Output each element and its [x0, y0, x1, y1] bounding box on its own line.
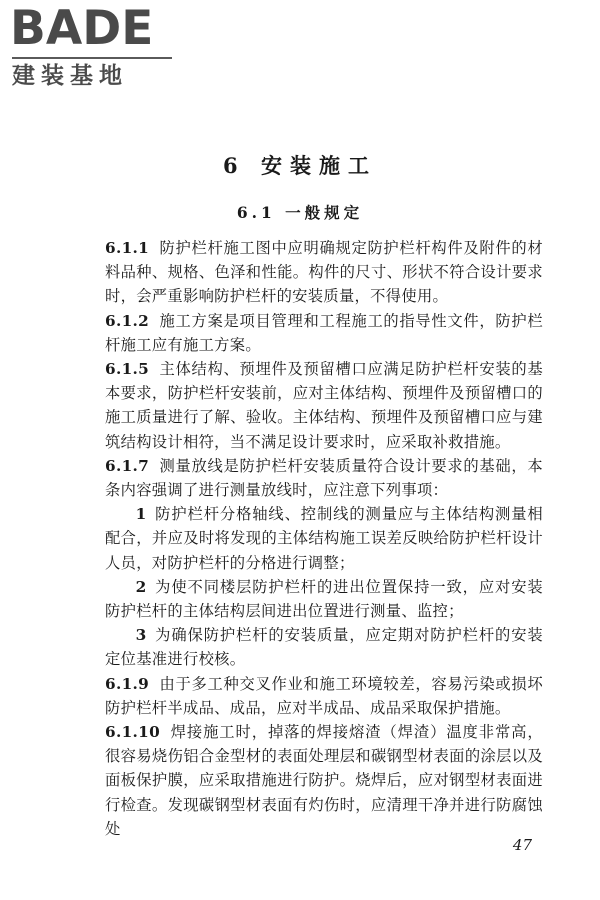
clause-6-1-7: [105, 454, 543, 502]
item-text: 为使不同楼层防护栏杆的进出位置保持一致，应对安装防护栏杆的主体结构层间进出位置进行测量、监控；: [105, 577, 543, 621]
clause-number: 6.1.10: [105, 723, 161, 742]
clause-number: 6.1.2: [105, 311, 150, 330]
clause-6-1-1: [105, 236, 543, 309]
clause-text: 焊接施工时，掉落的焊接熔渣（焊渣）温度非常高，很容易烧伤铝合金型材的表面处理层和碳钢型材表面的涂层以及面板保护膜，应采取措施进行防护。烧焊后，应对钢型材表面进行检查。发现碳钢型材表面有灼伤时，应清理干净并进行防腐蚀处: [105, 723, 543, 838]
clause-text: 防护栏杆施工图中应明确规定防护栏杆构件及附件的材料品种、规格、色泽和性能。构件的尺寸、形状不符合设计要求时，会严重影响防护栏杆的安装质量，不得使用。: [105, 239, 543, 306]
clause-6-1-9: [105, 672, 543, 720]
item-text: 防护栏杆分格轴线、控制线的测量应与主体结构测量相配合，并应及时将发现的主体结构施工误差反映给防护栏杆设计人员，对防护栏杆的分格进行调整；: [105, 505, 543, 572]
clause-number: 6.1.5: [105, 360, 150, 379]
item-number: 1: [135, 505, 147, 524]
logo-divider: [12, 57, 172, 59]
bade-logo: [10, 1, 180, 90]
clause-6-1-10: [105, 720, 543, 841]
clause-number: 6.1.9: [105, 674, 150, 693]
clause-6-1-5: [105, 357, 543, 454]
logo-subtitle: 建装基地: [12, 63, 128, 89]
chapter-title: 6 安装施工: [223, 153, 377, 178]
clause-text: 由于多工种交叉作业和施工环境较差，容易污染或损坏防护栏杆半成品、成品，应对半成品、成品采取保护措施。: [105, 674, 543, 717]
clause-text: 测量放线是防护栏杆安装质量符合设计要求的基础，本条内容强调了进行测量放线时，应注意下列事项：: [105, 456, 543, 500]
item-text: 为确保防护栏杆的安装质量，应定期对防护栏杆的安装定位基准进行校核。: [105, 626, 543, 669]
item-number: 2: [135, 577, 147, 596]
list-item: [105, 623, 543, 671]
clause-number: 6.1.1: [105, 239, 150, 257]
clause-number: 6.1.7: [105, 456, 150, 475]
clause-text: 施工方案是项目管理和工程施工的指导性文件，防护栏杆施工应有施工方案。: [105, 311, 543, 354]
page-number: 47: [512, 836, 532, 854]
clause-text: 主体结构、预埋件及预留槽口应满足防护栏杆安装的基本要求，防护栏杆安装前，应对主体结构、预埋件及预留槽口的施工质量进行了解、验收。主体结构、预埋件及预留槽口应与建筑结构设计相符，当不满足设计要求时，应采取补救措施。: [105, 360, 543, 451]
item-number: 3: [135, 626, 147, 645]
clause-6-1-2: [105, 309, 543, 357]
document-body: [105, 236, 543, 841]
list-item: [105, 502, 543, 575]
section-title: 6.1 一般规定: [236, 203, 364, 222]
logo-wordmark: BADE: [10, 1, 154, 56]
list-item: [105, 575, 543, 623]
